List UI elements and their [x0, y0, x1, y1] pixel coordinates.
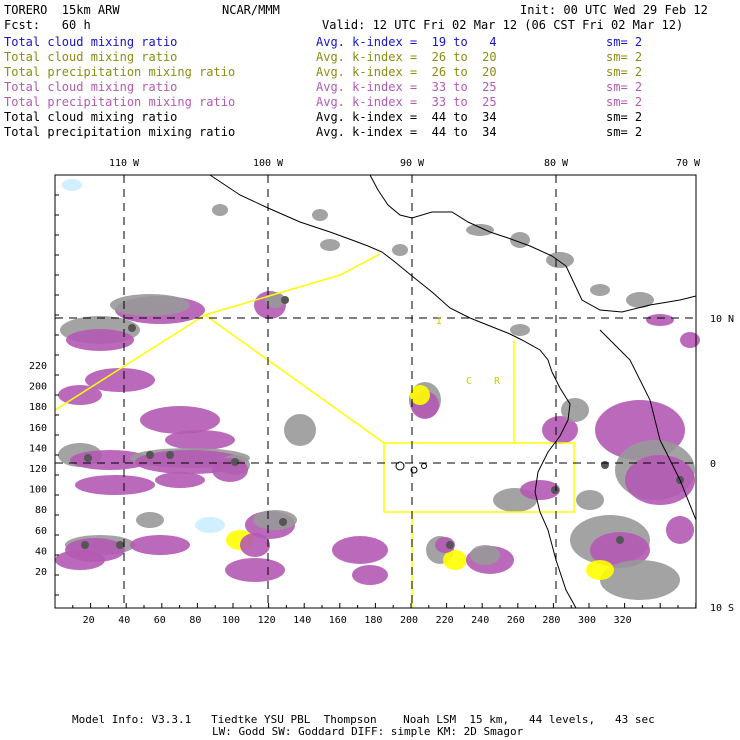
- legend-sm-2: sm= 2: [606, 65, 643, 79]
- model-title: TORERO 15km ARW: [4, 3, 120, 17]
- cloud-core-5: [279, 518, 287, 526]
- legend-range-2: Avg. k-index = 26 to 20: [316, 65, 497, 79]
- lon-label-4: 70 W: [675, 158, 701, 169]
- cloud-blob-21: [240, 533, 270, 557]
- cloud-blob-36: [443, 550, 467, 570]
- forecast-hour: Fcst: 60 h: [4, 18, 91, 32]
- cloud-blob-31: [352, 565, 388, 585]
- cloud-blob-65: [212, 204, 228, 216]
- cloud-blob-61: [646, 314, 674, 326]
- cloud-blob-19: [253, 510, 297, 530]
- init-time: Init: 00 UTC Wed 29 Feb 12: [520, 3, 708, 17]
- x-tick-label-2: 60: [153, 615, 166, 626]
- lat-label-0: 10 N: [710, 314, 735, 325]
- legend-range-4: Avg. k-index = 33 to 25: [316, 95, 497, 109]
- x-tick-label-8: 180: [364, 615, 383, 626]
- legend-sm-0: sm= 2: [606, 35, 643, 49]
- legend-field-2: Total precipitation mixing ratio: [4, 65, 236, 79]
- cloud-blob-44: [561, 398, 589, 422]
- org-label: NCAR/MMM: [222, 3, 280, 17]
- region-label-c: C: [466, 376, 473, 387]
- cloud-blob-28: [195, 517, 225, 533]
- legend-sm-4: sm= 2: [606, 95, 643, 109]
- region-label-r: R: [494, 376, 501, 387]
- lon-label-2: 90 W: [399, 158, 425, 169]
- legend-field-4: Total precipitation mixing ratio: [4, 95, 236, 109]
- cloud-blob-25: [55, 550, 105, 570]
- legend-range-1: Avg. k-index = 26 to 20: [316, 50, 497, 64]
- y-tick-label-9: 200: [28, 381, 47, 393]
- y-tick-label-7: 160: [28, 422, 47, 434]
- legend-field-3: Total cloud mixing ratio: [4, 80, 178, 94]
- cloud-core-1: [84, 454, 92, 462]
- cloud-blob-29: [284, 414, 316, 446]
- cloud-blob-27: [136, 512, 164, 528]
- physics-info: LW: Godd SW: Goddard DIFF: simple KM: 2D Smagor: [212, 725, 524, 738]
- cloud-core-8: [116, 541, 124, 549]
- y-tick-label-1: 40: [34, 546, 47, 558]
- legend-field-0: Total cloud mixing ratio: [4, 35, 178, 49]
- cloud-blob-54: [320, 239, 340, 251]
- cloud-blob-63: [62, 179, 82, 191]
- cloud-core-7: [81, 541, 89, 549]
- cloud-blob-56: [466, 224, 494, 236]
- y-tick-label-8: 180: [28, 402, 47, 414]
- cloud-blob-34: [410, 385, 430, 405]
- cloud-blob-59: [590, 284, 610, 296]
- cloud-core-0: [128, 324, 136, 332]
- legend-sm-6: sm= 2: [606, 125, 643, 139]
- coast-mexico: [210, 175, 552, 372]
- cloud-blob-53: [586, 560, 614, 580]
- cloud-blob-64: [312, 209, 328, 221]
- cloud-blob-15: [212, 458, 248, 482]
- lat-label-2: 10 S: [710, 603, 735, 614]
- cloud-blob-39: [470, 545, 500, 565]
- lon-label-3: 80 W: [543, 158, 569, 169]
- y-tick-label-10: 220: [28, 361, 47, 372]
- cloud-blob-9: [165, 430, 235, 450]
- y-tick-label-5: 120: [28, 464, 47, 475]
- x-tick-label-15: 320: [613, 615, 632, 626]
- cloud-blob-62: [680, 332, 700, 348]
- cloud-blob-30: [332, 536, 388, 564]
- x-tick-label-14: 300: [577, 615, 597, 626]
- legend-range-5: Avg. k-index = 44 to 34: [316, 110, 497, 124]
- cloud-blob-17: [155, 472, 205, 488]
- region-label-i: I: [436, 316, 443, 327]
- legend-sm-3: sm= 2: [606, 80, 643, 94]
- cloud-blob-52: [666, 516, 694, 544]
- cloud-core-4: [231, 458, 239, 466]
- x-tick-label-7: 160: [328, 615, 347, 626]
- cloud-blob-26: [225, 558, 285, 582]
- cloud-core-6: [281, 296, 289, 304]
- legend-range-0: Avg. k-index = 19 to 4: [316, 35, 497, 49]
- y-tick-label-3: 80: [34, 505, 47, 517]
- cloud-blob-58: [546, 252, 574, 268]
- x-tick-label-11: 240: [471, 615, 490, 626]
- legend-field-6: Total precipitation mixing ratio: [4, 125, 236, 139]
- x-tick-label-10: 220: [435, 615, 454, 626]
- cloud-blob-24: [130, 535, 190, 555]
- legend-field-5: Total cloud mixing ratio: [4, 110, 178, 124]
- cloud-blob-40: [510, 324, 530, 336]
- legend-sm-1: sm= 2: [606, 50, 643, 64]
- y-tick-label-0: 20: [34, 567, 47, 578]
- cloud-blob-60: [626, 292, 654, 308]
- x-tick-label-0: 20: [82, 615, 95, 626]
- lon-label-1: 100 W: [252, 158, 284, 169]
- y-tick-label-2: 60: [34, 525, 47, 537]
- cloud-core-12: [601, 461, 609, 469]
- x-tick-label-3: 80: [189, 615, 202, 626]
- y-tick-label-4: 100: [28, 484, 47, 496]
- x-tick-label-13: 280: [542, 615, 561, 626]
- cloud-blob-51: [576, 490, 604, 510]
- cloud-blob-1: [110, 294, 190, 316]
- model-info: Model Info: V3.3.1 Tiedtke YSU PBL Thompson Noah LSM 15 km, 44 levels, 43 sec: [72, 713, 655, 726]
- cloud-core-10: [551, 486, 559, 494]
- lat-label-1: 0: [710, 459, 717, 470]
- x-tick-label-5: 120: [257, 615, 276, 626]
- cloud-core-9: [446, 541, 454, 549]
- cloud-core-3: [166, 451, 174, 459]
- y-tick-label-6: 140: [28, 443, 47, 455]
- x-tick-label-1: 40: [118, 615, 131, 626]
- cloud-fields: [55, 179, 700, 600]
- x-tick-label-6: 140: [293, 615, 312, 626]
- legend-range-3: Avg. k-index = 33 to 25: [316, 80, 497, 94]
- legend-range-6: Avg. k-index = 44 to 34: [316, 125, 497, 139]
- cloud-core-2: [146, 451, 154, 459]
- x-tick-label-4: 100: [221, 615, 241, 626]
- valid-time: Valid: 12 UTC Fri 02 Mar 12 (06 CST Fri 02 Mar 12): [322, 18, 684, 32]
- lon-label-0: 110 W: [108, 158, 140, 169]
- legend-field-1: Total cloud mixing ratio: [4, 50, 178, 64]
- cloud-blob-8: [140, 406, 220, 434]
- x-tick-label-9: 200: [399, 615, 419, 626]
- cloud-blob-55: [392, 244, 408, 256]
- legend-sm-5: sm= 2: [606, 110, 643, 124]
- x-tick-label-12: 260: [506, 615, 525, 626]
- cloud-core-11: [616, 536, 624, 544]
- cloud-blob-16: [75, 475, 155, 495]
